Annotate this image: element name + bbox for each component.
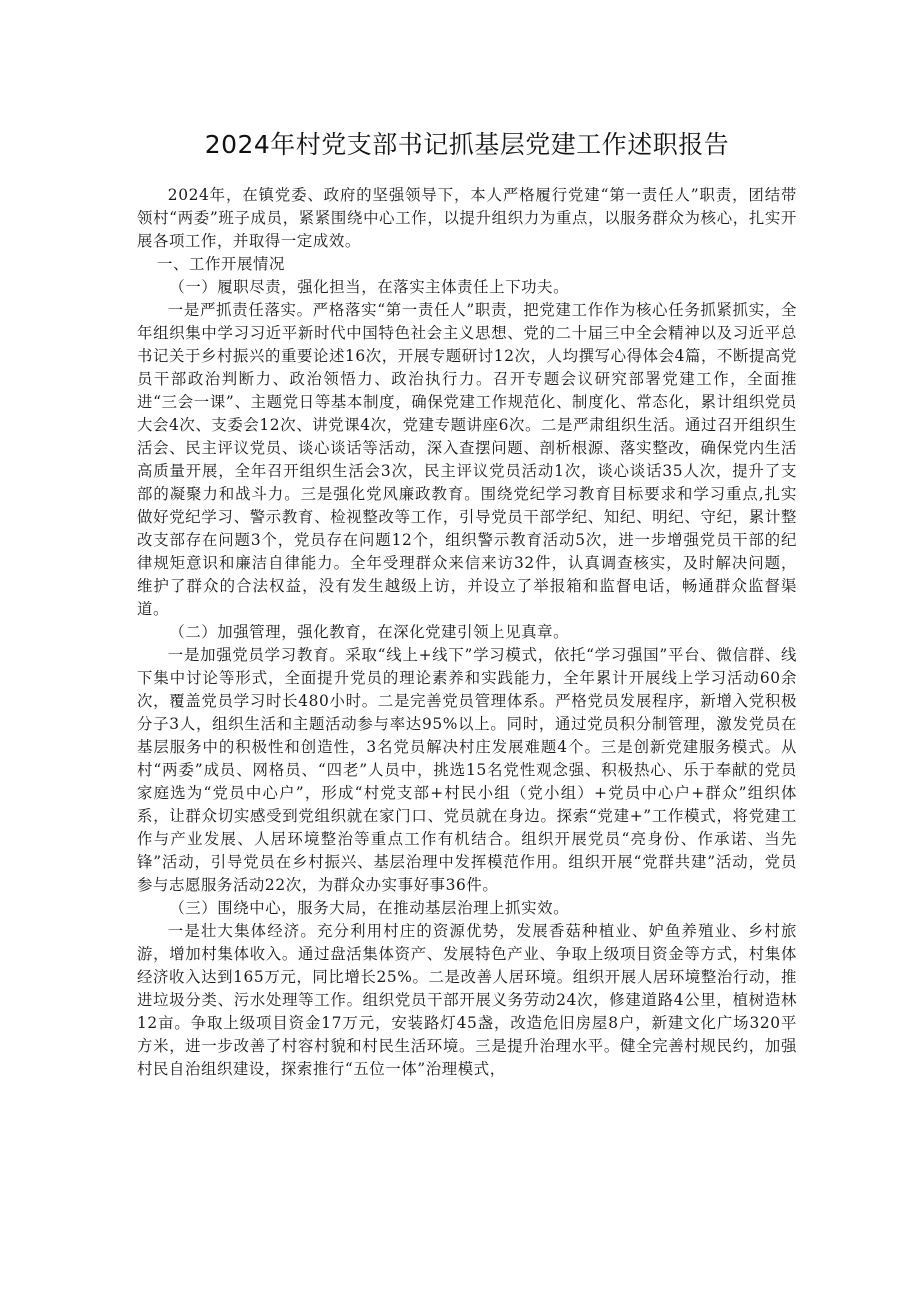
subsection-heading-2: （二）加强管理，强化教育，在深化党建引领上见真章。 (169, 623, 570, 641)
paragraph-body-2: 一是加强党员学习教育。采取“线上+线下”学习模式，依托“学习强国”平台、微信群、线下集中讨论等形式，全面提升党员的理论素养和实践能力，全年累计开展线上学习活动60余次，覆盖党员学习时长480小时。二是完善党员管理体系。严格党员发展程序，新增入党积极分子3人，组织生活和主题活动参与率达95%以上。同时，通过党员积分制管理，激发党员在基层服务中的积极性和创造性，3名党员解决村庄发展难题4个。三是创新党建服务模式。从村“两委”成员、网格员、“四老”人员中，挑选15名党性观念强、积极热心、乐于奉献的党员家庭选为“党员中心户”，形成“村党支部+村民小组（党小组）+党员中心户+群众”组织体系，让群众切实感受到党组织就在家门口、党员就在身边。探索“党建+”工作模式，将党建工作与产业发展、人居环境整治等重点工作有机结合。组织开展党员“亮身份、作承诺、当先锋”活动，引导党员在乡村振兴、基层治理中发挥模范作用。组织开展“党群共建”活动，党员参与志愿服务活动22次，为群众办实事好事36件。 (137, 646, 797, 894)
paragraph-body-1: 一是严抓责任落实。严格落实“第一责任人”职责，把党建工作作为核心任务抓紧抓实，全年组织集中学习习近平新时代中国特色社会主义思想、党的二十届三中全会精神以及习近平总书记关于乡村振兴的重要论述16次，开展专题研讨12次，人均撰写心得体会4篇，不断提高党员干部政治判断力、政治领悟力、政治执行力。召开专题会议研究部署党建工作，全面推进“三会一课”、主题党日等基本制度，确保党建工作规范化、制度化、常态化，累计组织党员大会4次、支委会12次、讲党课4次，党建专题讲座6次。二是严肃组织生活。通过召开组织生活会、民主评议党员、谈心谈话等活动，深入查摆问题、剖析根源、落实整改，确保党内生活高质量开展，全年召开组织生活会3次，民主评议党员活动1次，谈心谈话35人次，提升了支部的凝聚力和战斗力。三是强化党风廉政教育。围绕党纪学习教育目标要求和学习重点,扎实做好党纪学习、警示教育、检视整改等工作，引导党员干部学纪、知纪、明纪、守纪，累计整改支部存在问题3个，党员存在问题12个，组织警示教育活动5次，进一步增强党员干部的纪律规矩意识和廉洁自律能力。全年受理群众来信来访32件，认真调查核实，及时解决问题，维护了群众的合法权益，没有发生越级上访，并设立了举报箱和监督电话，畅通群众监督渠道。 (137, 301, 797, 618)
paragraph-intro: 2024年，在镇党委、政府的坚强领导下，本人严格履行党建“第一责任人”职责，团结带领村“两委”班子成员，紧紧围绕中心工作，以提升组织力为重点，以服务群众为核心，扎实开展各项工作，并取得一定成效。 (137, 186, 797, 250)
subsection-heading-3: （三）围绕中心，服务大局，在推动基层治理上抓实效。 (169, 899, 570, 917)
section-heading: 一、工作开展情况 (157, 255, 285, 273)
paragraph-body-3: 一是壮大集体经济。充分利用村庄的资源优势，发展香菇种植业、妒鱼养殖业、乡村旅游，增加村集体收入。通过盘活集体资产、发展特色产业、争取上级项目资金等方式，村集体经济收入达到165万元，同比增长25%。二是改善人居环境。组织开展人居环境整治行动，推进垃圾分类、污水处理等工作。组织党员干部开展义务劳动24次，修建道路4公里，植树造林12亩。争取上级项目资金17万元，安装路灯45盏，改造危旧房屋8户，新建文化广场320平方米，进一步改善了村容村貌和村民生活环境。三是提升治理水平。健全完善村规民约，加强村民自治组织建设，探索推行“五位一体”治理模式， (137, 922, 797, 1078)
document-body (137, 184, 797, 1081)
document-page (137, 128, 797, 1081)
document-title: 2024年村党支部书记抓基层党建工作述职报告 (204, 130, 730, 159)
subsection-heading-1: （一）履职尽责，强化担当，在落实主体责任上下功夫。 (169, 278, 570, 296)
